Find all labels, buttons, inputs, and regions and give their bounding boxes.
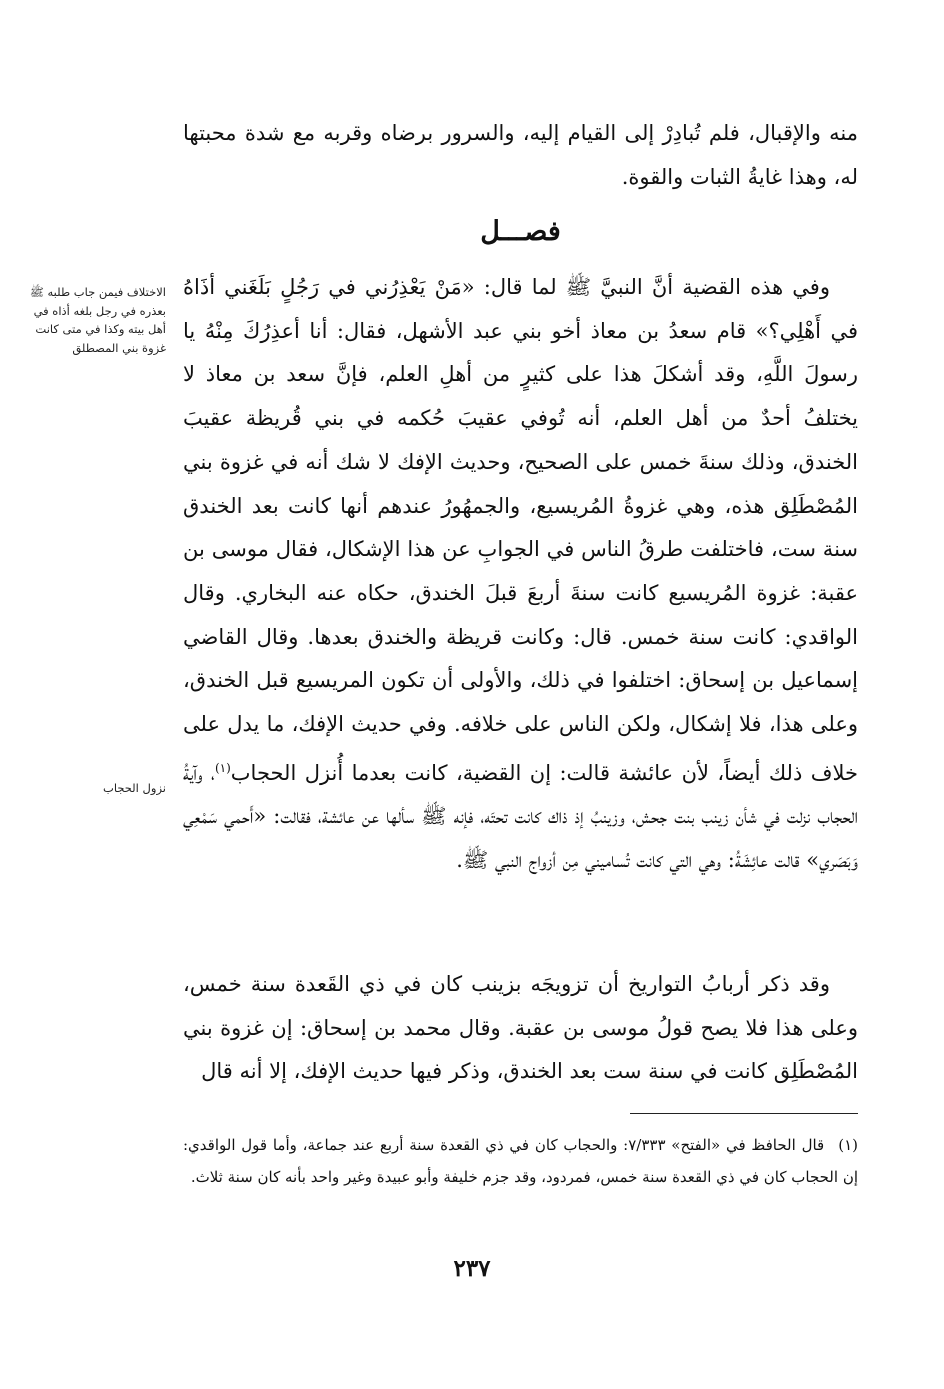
top-paragraph: منه والإقبال، فلم تُبادِرْ إلى القيام إليه، والسرور برضاه وقربه مع شدة محبتها له، وهذا غايةُ الثبات والقوة. — [183, 121, 858, 189]
page-number: ٢٣٧ — [453, 1255, 491, 1282]
margin-note-dispute: الاختلاف فيمن جاب طلبه ﷺ بعذره في رجل بلغه أذاه في أهل بيته وكذا في متى كانت غزوة بني المصطلق — [29, 285, 166, 355]
footnote-marker: (١) — [838, 1136, 858, 1154]
main-paragraph-part2: ، وآيةُ الحجاب نزلت في شأن زينب بنت جحش، وزينبُ إذ ذاك كانت تحتَه، فإنه ﷺ سألها عن عائشة، فقالت: «أَحمي سَمْعِي وَبَصَري» قالت عائِشَةُ: وهي التي كانت تُساميني مِن أزواج النبي ﷺ. — [183, 760, 858, 873]
second-paragraph: وقد ذكر أربابُ التواريخ أن تزويجَه بزينب كان في ذي القَعدة سنة خمس، وعلى هذا فلا يصح قولُ موسى بن عقبة. وقال محمد بن إسحاق: إن غزوة بني المُصْطَلِق كانت في سنة ست بعد الخندق، وذكر فيها حديث الإفك، إلا أنه قال — [183, 972, 858, 1084]
main-paragraph-part1: وفي هذه القضية أنَّ النبيَّ ﷺ لما قال: «مَنْ يَعْذِرُني في رَجُلٍ بَلَغَني أذَاهُ في أَهْلِي؟» قام سعدُ بن معاذ أخو بني عبد الأشهل، فقال: أنا أعذِرُكَ مِنْهُ يا رسولَ اللَّهِ، وقد أشكلَ هذا على كثيرٍ من أهلِ العلم، فإنَّ سعد بن معاذ لا يختلفُ أحدٌ من أهل العلم، أنه تُوفي عقيبَ حُكمه في بني قُريظة عقيبَ الخندق، وذلك سنةَ خمس على الصحيح، وحديث الإفك لا شك أنه في غزوة بني المُصْطَلِق هذه، وهي غزوةُ المُريسيع، والجمهُورُ عندهم أنها كانت بعد الخندق سنة ست، فاختلفت طرقُ الناس في الجوابِ عن هذا الإشكال، فقال موسى بن عقبة: غزوة المُريسيع كانت سنةَ أربعَ قبلَ الخندق، حكاه عنه البخاري. وقال الواقدي: كانت سنة خمس. قال: وكانت قريظة والخندق بعدها. وقال القاضي إسماعيل بن إسحاق: اختلفوا في ذلك، والأولى أن تكون المريسيع قبل الخندق، وعلى هذا، فلا إشكال، ولكن الناس على خلافه. وفي حديث الإفك، ما يدل على خلاف ذلك أيضاً، لأن عائشة قالت: إن القضية، كانت بعدما أُنزل الحجاب — [183, 275, 859, 785]
footnote-separator — [630, 1113, 858, 1114]
section-heading-text: فصـــل — [480, 216, 561, 247]
footnote-text: قال الحافظ في «الفتح» ٧/٣٣٣: والحجاب كان في ذي القعدة سنة أربع عند جماعة، وأما قول الواقدي: إن الحجاب كان في ذي القعدة سنة خمس، فمردود، وقد جزم خليفة وأبو عبيدة وغير واحد بأنه كان سنة ثلاث. — [183, 1136, 858, 1186]
footnote — [183, 1129, 858, 1193]
main-paragraph — [183, 266, 858, 883]
section-heading — [183, 212, 858, 252]
margin-note-hijab: نزول الحجاب — [103, 781, 166, 795]
footnote-reference[interactable]: (١) — [214, 760, 231, 775]
